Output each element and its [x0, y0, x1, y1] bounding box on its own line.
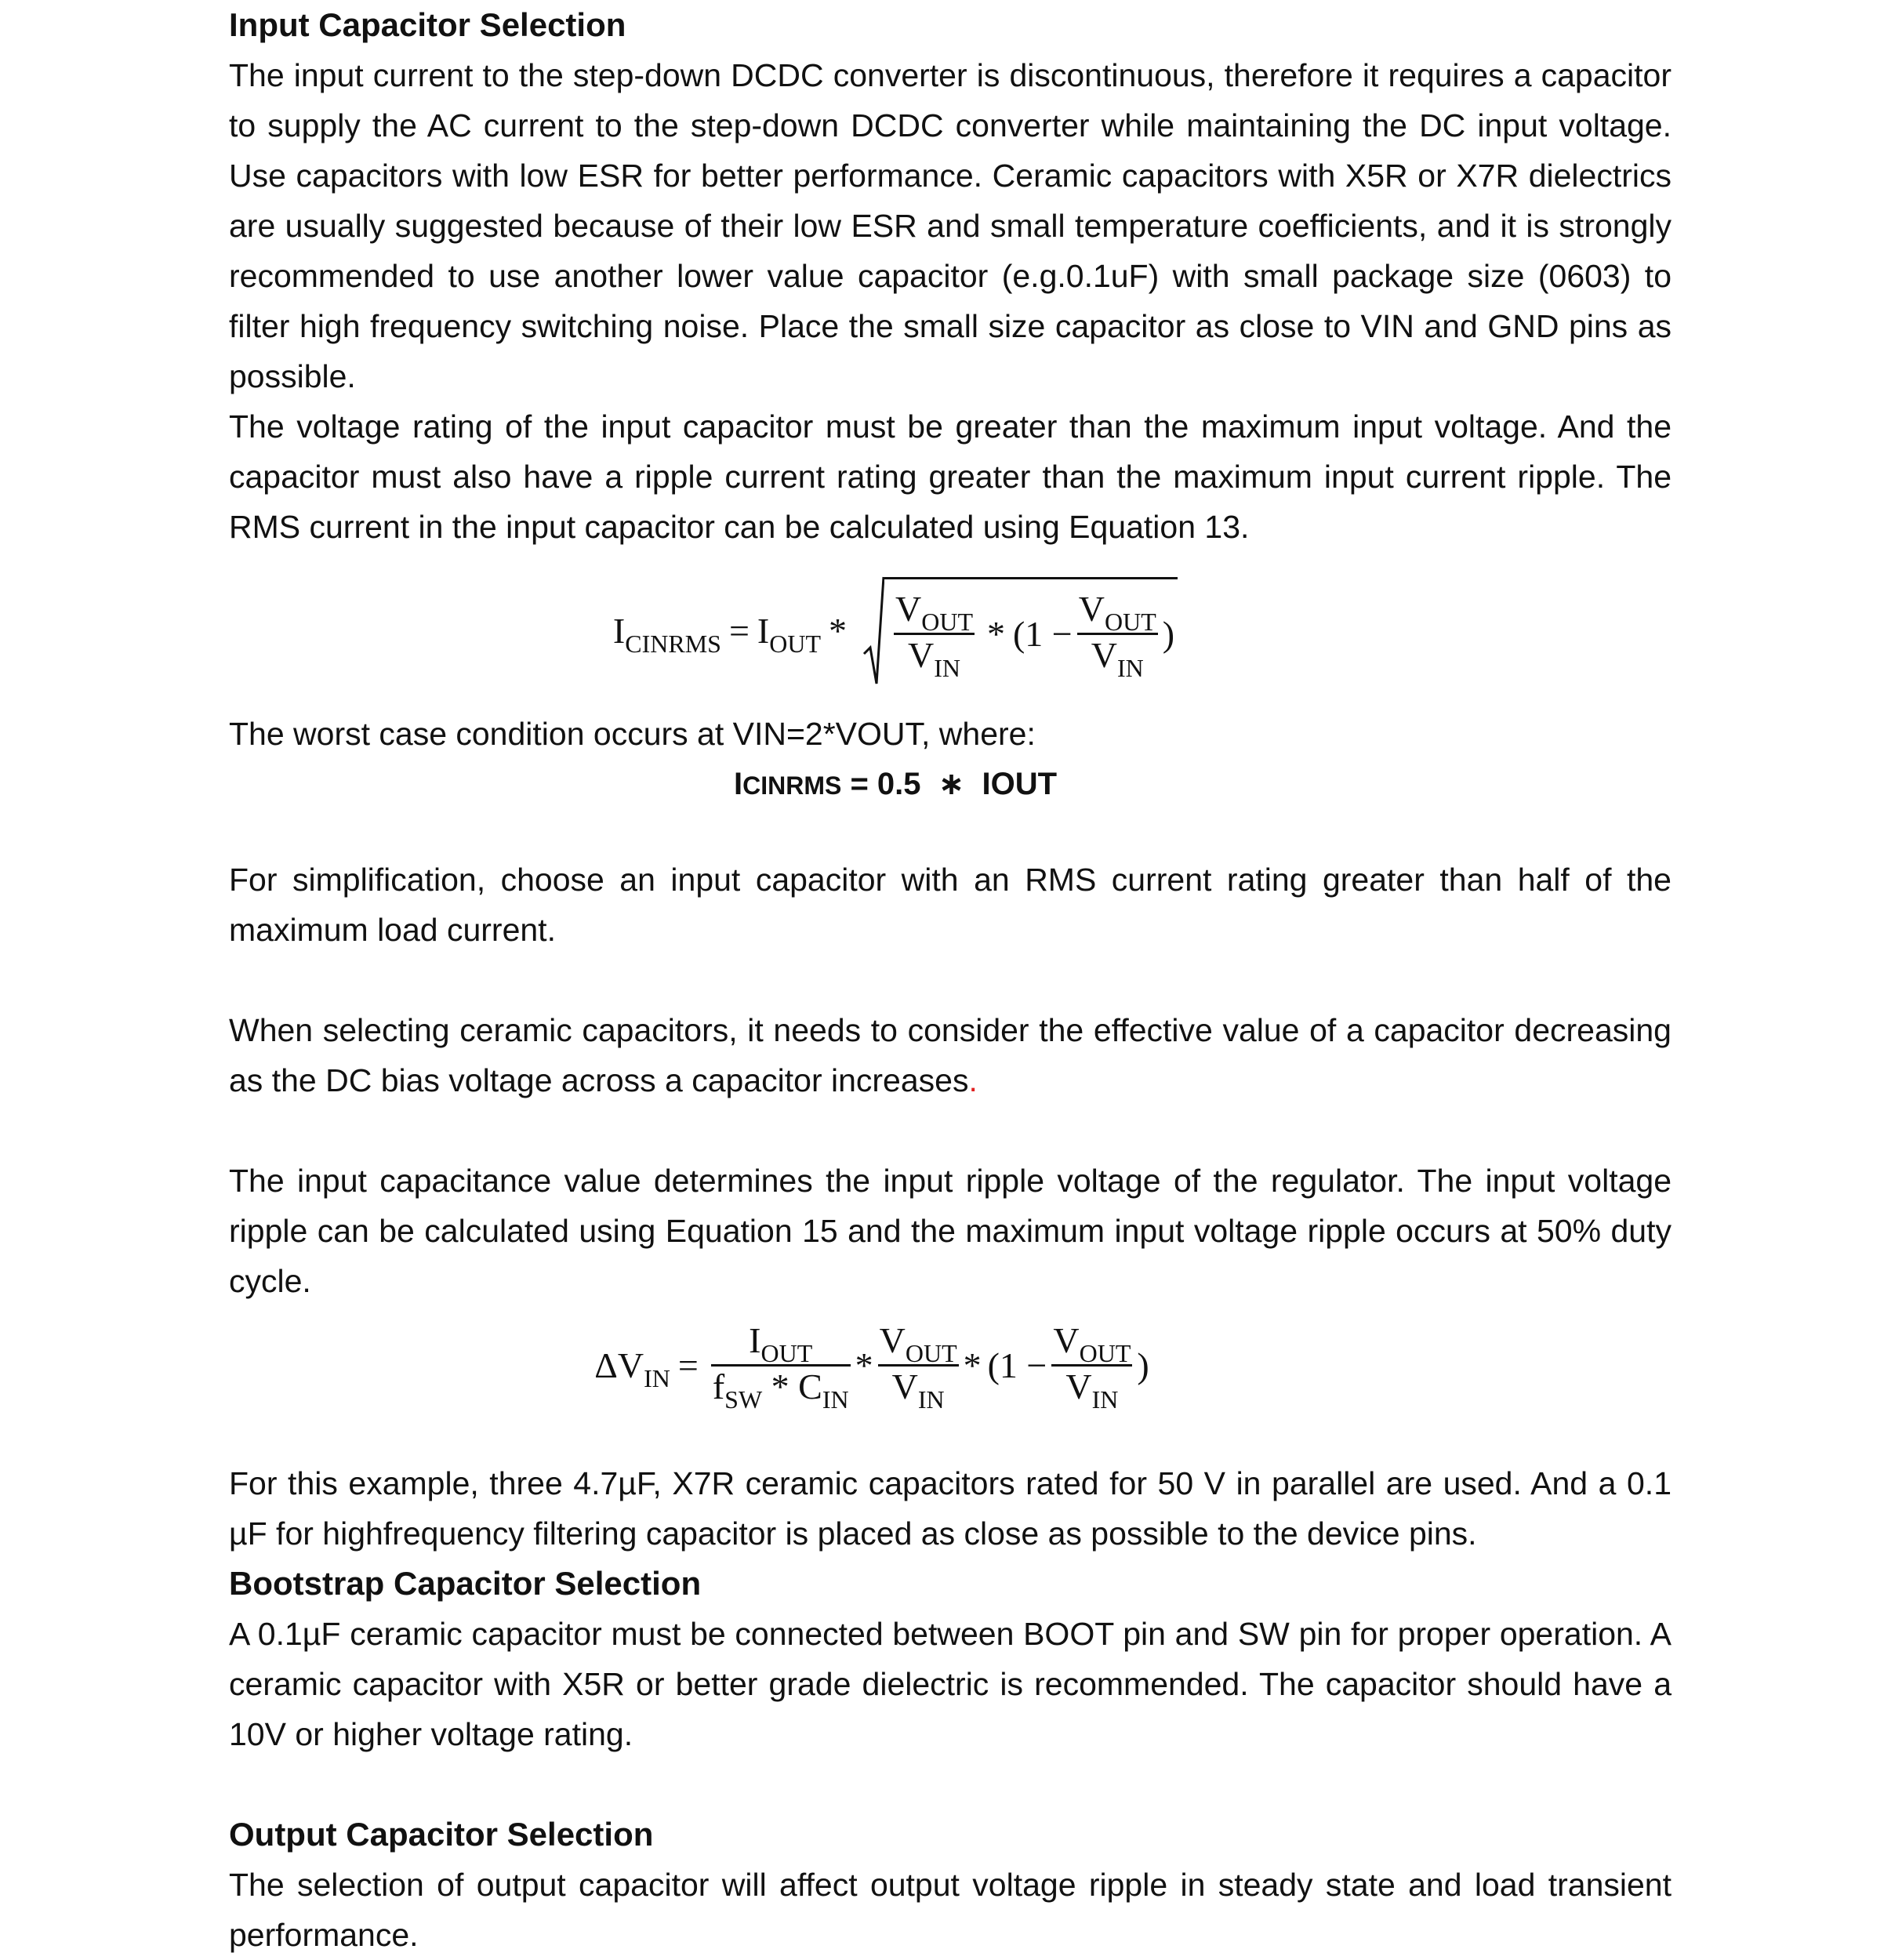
eq15-lhs: $\Delta V_{IN}$ [594, 1345, 670, 1392]
spacer [229, 955, 1672, 1005]
spacer [229, 1759, 1672, 1809]
eq13-frac2: $\frac{V_{OUT}}{V_{IN}}$ [1078, 589, 1156, 682]
spacer [229, 814, 1672, 855]
eq13-paren-close: ) [1162, 614, 1175, 654]
document-page [229, 0, 1672, 1960]
equation-13-formula [613, 575, 1178, 685]
paragraph-voltage-rating: The voltage rating of the input capacitor must be greater than the maximum input voltage. And the capacitor must also have a ripple current rating greater than the maximum input current ripple. The RMS current in the input capacitor can be calculated using Equation 13. [229, 408, 1672, 545]
eq13-lhs: $I_{CINRMS}$ [612, 610, 721, 658]
section-heading-input-capacitor: Input Capacitor Selection [229, 6, 626, 43]
equation-13 [174, 552, 1617, 709]
red-period: . [968, 1062, 978, 1098]
spacer [229, 1424, 1672, 1458]
eq13-times: * [828, 610, 847, 651]
spacer [229, 1105, 1672, 1156]
eq15-frac2: $\frac{V_{OUT}}{V_{IN}}$ [879, 1319, 957, 1414]
paragraph-example-capacitors: For this example, three 4.7µF, X7R ceramic capacitors rated for 50 V in parallel are used. And a 0.1 µF for highfrequency filtering capacitor is placed as close as possible to the device pins. [229, 1465, 1672, 1552]
equation-simplified [174, 759, 1617, 814]
eq13-equals: = [728, 610, 750, 651]
eq15-frac3: $\frac{V_{OUT}}{V_{IN}}$ [1053, 1319, 1131, 1414]
paragraph-ceramic-dc-bias: When selecting ceramic capacitors, it needs to consider the effective value of a capacitor decreasing as the DC bias voltage across a capacitor increases. [229, 1012, 1672, 1098]
paragraph-input-ripple: The input capacitance value determines the input ripple voltage of the regulator. The input voltage ripple can be calculated using Equation 15 and the maximum input voltage ripple occurs at 50% duty cycle. [229, 1163, 1672, 1299]
eq13-sqrt: $\frac{V_{OUT}}{V_{IN}}$ * (1 − $\frac{V_{OUT}}{V_{IN}}$ ) [862, 575, 1178, 685]
eq15-frac1: $\frac{I_{OUT}}{f_{SW} * C_{IN}}$ [712, 1319, 849, 1414]
paragraph-input-current: The input current to the step-down DCDC converter is discontinuous, therefore it requires a capacitor to supply the AC current to the step-down DCDC converter while maintaining the DC input voltage. Use capacitors with low ESR for better performance. Ceramic capacitors with X5R or X7R dielectrics are usually suggested because of their low ESR and small temperature coefficients, and it is strongly recommended to use another lower value capacitor (e.g.0.1uF) with small package size (0603) to filter high frequency switching noise. Place the small size capacitor as close to VIN and GND pins as possible. [229, 57, 1672, 394]
eq13-paren-open: (1 − [1012, 614, 1073, 654]
equation-15 [151, 1306, 1593, 1424]
paragraph-worst-case: The worst case condition occurs at VIN=2*VOUT, where: [229, 716, 1036, 752]
eq13-iout: $I_{OUT}$ [757, 610, 821, 658]
equation-simplified-formula: ICINRMS = 0.5 ∗ IOUT [733, 767, 1058, 801]
paragraph-simplification: For simplification, choose an input capacitor with an RMS current rating greater than half of the maximum load current. [229, 862, 1672, 948]
section-heading-output-capacitor: Output Capacitor Selection [229, 1816, 654, 1853]
section-heading-bootstrap-capacitor: Bootstrap Capacitor Selection [229, 1565, 702, 1602]
eq13-frac1: $\frac{V_{OUT}}{V_{IN}}$ [895, 589, 973, 682]
sqrt-radical-icon [862, 575, 884, 685]
paragraph-bootstrap: A 0.1µF ceramic capacitor must be connected between BOOT pin and SW pin for proper operation. A ceramic capacitor with X5R or better grade dielectric is recommended. The capacitor should have a 10V or higher voltage rating. [229, 1616, 1672, 1752]
paragraph-output-capacitor: The selection of output capacitor will affect output voltage ripple in steady state and load transient performance. [229, 1867, 1672, 1953]
equation-15-formula: $\Delta V_{IN}$ = $\frac{I_{OUT}}{f_{SW} * C_{IN}}$ * $\frac{V_{OUT}}{V_{IN}}$ * (1 − $\frac{V_{OUT}}{V_{IN}}$ ) [594, 1319, 1149, 1414]
